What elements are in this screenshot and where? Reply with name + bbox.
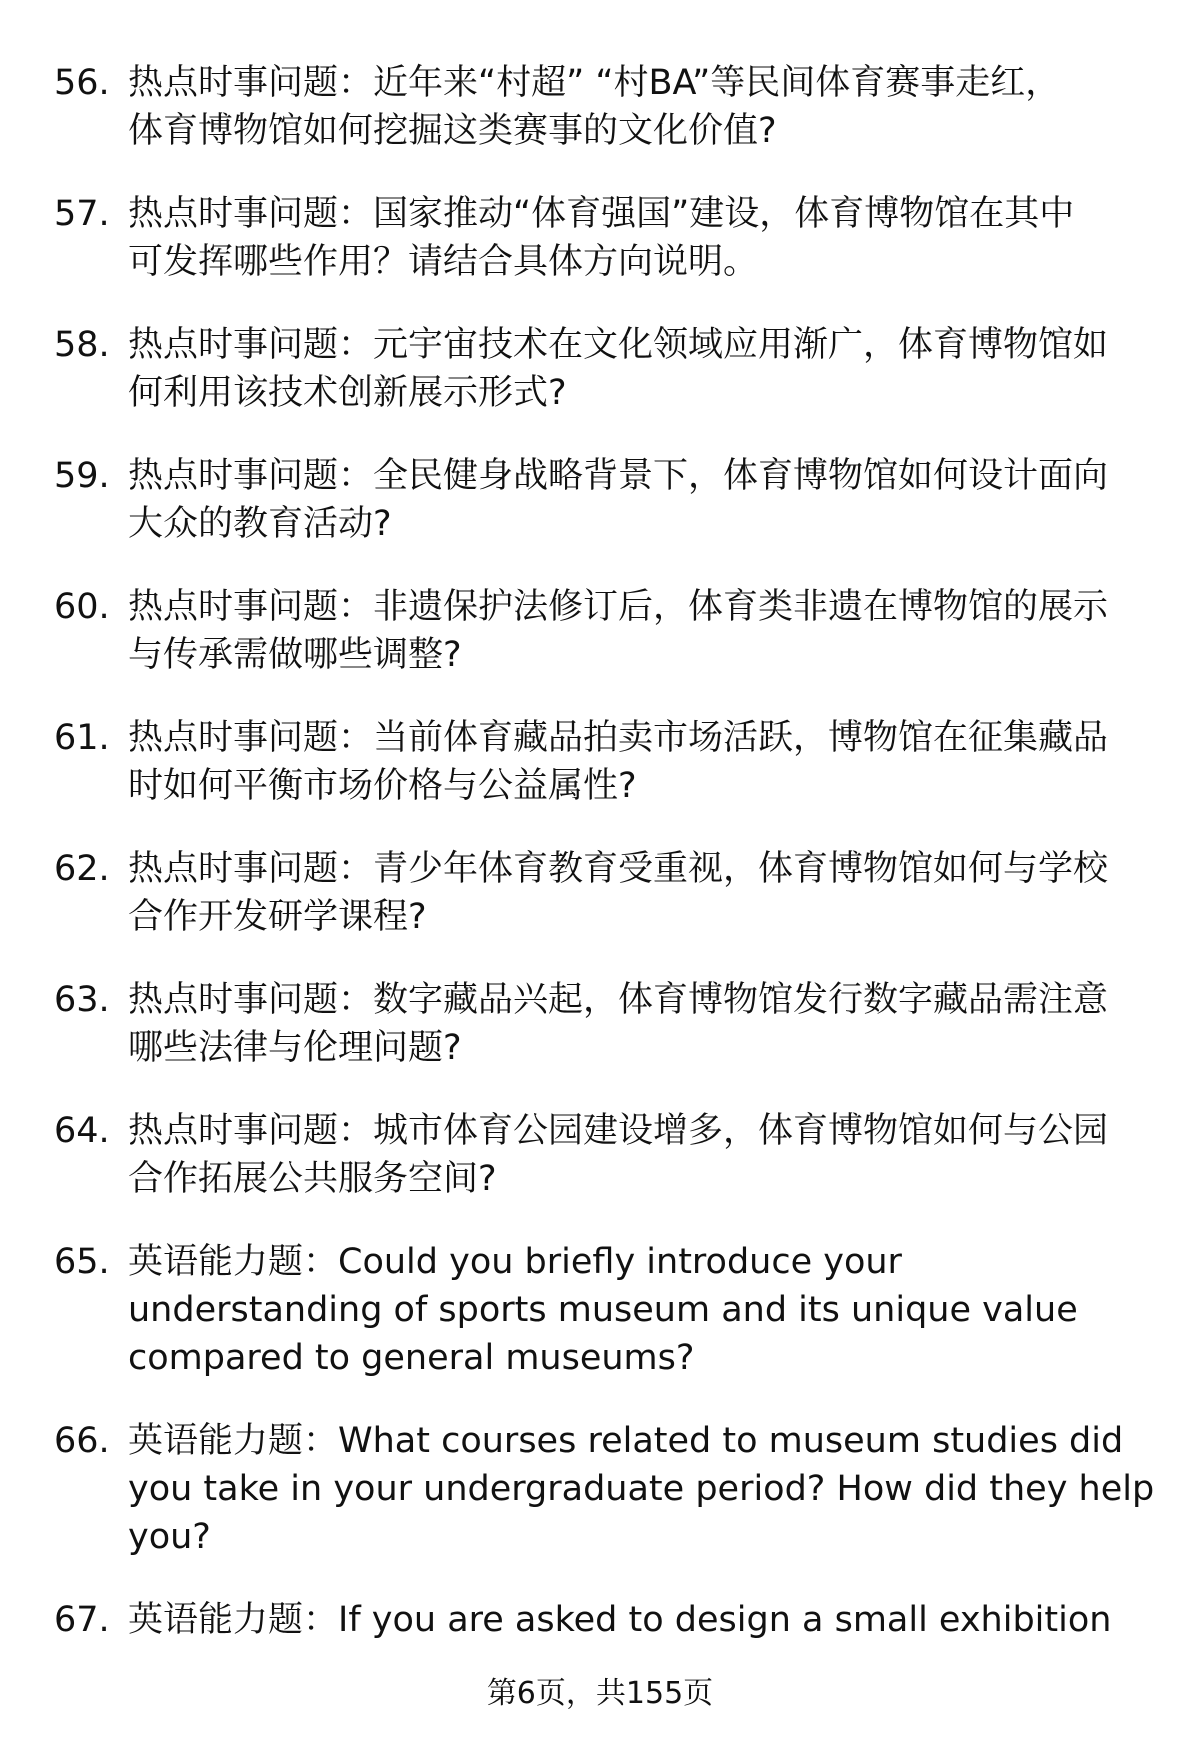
question-text: [128, 714, 1200, 810]
question-item: [0, 714, 1200, 810]
question-line: 热点时事问题：当前体育藏品拍卖市场活跃，博物馆在征集藏品: [128, 718, 1109, 758]
question-item: [0, 845, 1200, 941]
question-line: 热点时事问题：近年来“村超” “村BA”等民间体育赛事走红，: [128, 63, 1061, 103]
question-number: 56.: [54, 63, 110, 103]
question-text: [128, 1107, 1200, 1203]
question-line: 英语能力题：What courses related to museum studies did: [128, 1421, 1124, 1461]
question-line: 热点时事问题：国家推动“体育强国”建设，体育博物馆在其中: [128, 194, 1075, 234]
question-list: [0, 59, 1200, 1679]
question-line: 可发挥哪些作用？请结合具体方向说明。: [128, 242, 759, 282]
question-line: 合作开发研学课程?: [128, 897, 427, 937]
question-number: 67.: [54, 1600, 110, 1640]
question-item: [0, 583, 1200, 679]
question-number: 62.: [54, 849, 110, 889]
question-item: [0, 321, 1200, 417]
question-text: [128, 452, 1200, 548]
question-item: [0, 452, 1200, 548]
question-number: 58.: [54, 325, 110, 365]
question-text: [128, 583, 1200, 679]
question-line: 热点时事问题：数字藏品兴起，体育博物馆发行数字藏品需注意: [128, 980, 1109, 1020]
question-number: 60.: [54, 587, 110, 627]
question-text: [128, 190, 1200, 286]
question-line: 时如何平衡市场价格与公益属性?: [128, 766, 637, 806]
question-text: [128, 1596, 1200, 1644]
question-line: 英语能力题：Could you briefly introduce your: [128, 1242, 902, 1282]
question-line: you?: [128, 1517, 211, 1557]
question-line: 英语能力题：If you are asked to design a small exhibition: [128, 1600, 1112, 1640]
question-text: [128, 976, 1200, 1072]
question-item: [0, 1596, 1200, 1644]
question-number: 64.: [54, 1111, 110, 1151]
question-line: compared to general museums?: [128, 1338, 695, 1378]
question-number: 57.: [54, 194, 110, 234]
question-line: you take in your undergraduate period? How did they help: [128, 1469, 1155, 1509]
question-line: 热点时事问题：元宇宙技术在文化领域应用渐广，体育博物馆如: [128, 325, 1109, 365]
question-line: 哪些法律与伦理问题?: [128, 1028, 462, 1068]
question-text: [128, 59, 1200, 155]
question-line: 合作拓展公共服务空间?: [128, 1159, 497, 1199]
question-item: [0, 190, 1200, 286]
question-number: 61.: [54, 718, 110, 758]
question-item: [0, 59, 1200, 155]
question-line: 热点时事问题：城市体育公园建设增多，体育博物馆如何与公园: [128, 1111, 1109, 1151]
question-line: 热点时事问题：青少年体育教育受重视，体育博物馆如何与学校: [128, 849, 1109, 889]
page-footer: 第6页，共155页: [486, 1676, 714, 1711]
question-number: 63.: [54, 980, 110, 1020]
question-item: [0, 1238, 1200, 1382]
question-line: understanding of sports museum and its unique value: [128, 1290, 1078, 1330]
question-line: 体育博物馆如何挖掘这类赛事的文化价值?: [128, 111, 777, 151]
question-line: 何利用该技术创新展示形式?: [128, 373, 567, 413]
question-line: 与传承需做哪些调整?: [128, 635, 462, 675]
question-item: [0, 976, 1200, 1072]
question-number: 66.: [54, 1421, 110, 1461]
question-text: [128, 1417, 1200, 1561]
question-line: 大众的教育活动?: [128, 504, 392, 544]
question-item: [0, 1107, 1200, 1203]
question-number: 59.: [54, 456, 110, 496]
question-line: 热点时事问题：全民健身战略背景下，体育博物馆如何设计面向: [128, 456, 1109, 496]
question-item: [0, 1417, 1200, 1561]
question-text: [128, 1238, 1200, 1382]
question-text: [128, 845, 1200, 941]
question-text: [128, 321, 1200, 417]
question-line: 热点时事问题：非遗保护法修订后，体育类非遗在博物馆的展示: [128, 587, 1109, 627]
question-number: 65.: [54, 1242, 110, 1282]
